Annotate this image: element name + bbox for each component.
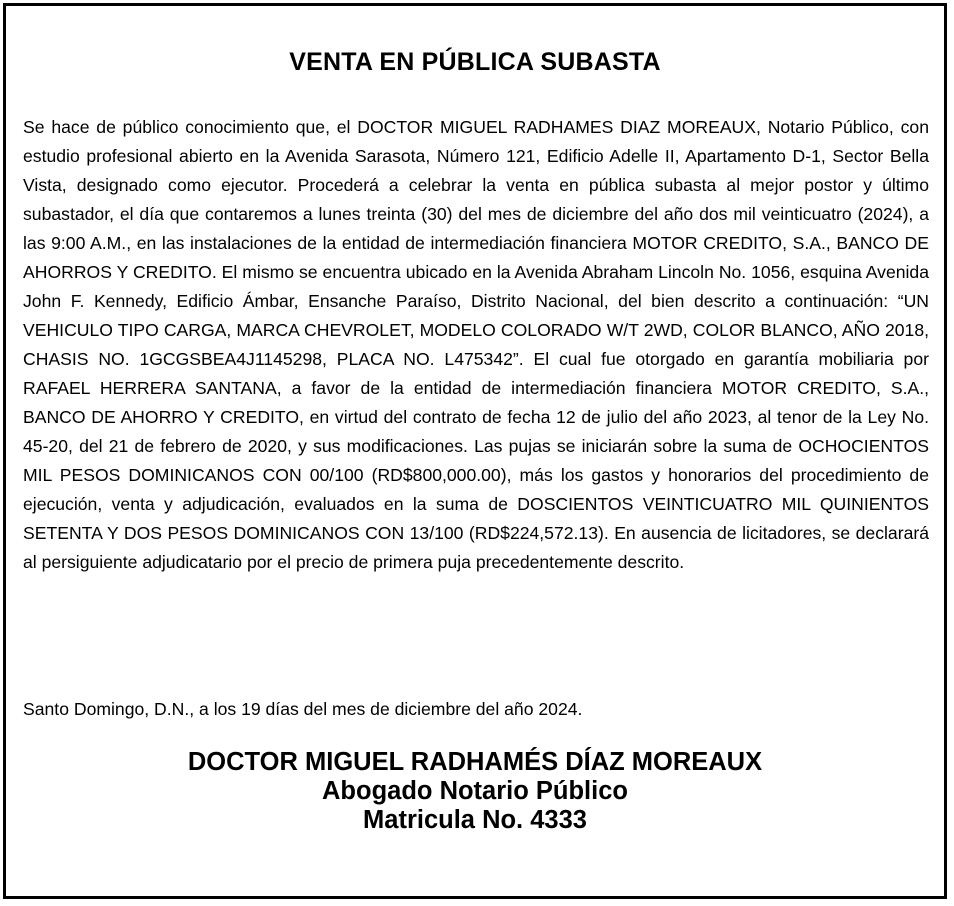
signatory-role: Abogado Notario Público [322,777,628,805]
signature-block [6,748,944,835]
notice-body: Se hace de público conocimiento que, el DOCTOR MIGUEL RADHAMES DIAZ MOREAUX, Notario Público, con estudio profesional abierto en la Avenida Sarasota, Número 121, Edificio Adelle II, Apartamento D-1, Sector Bella Vista, designado como ejecutor. Procederá a celebrar la venta en pública subasta al mejor postor y último subastador, el día que contaremos a lunes treinta (30) del mes de diciembre del año dos mil veinticuatro (2024), a las 9:00 A.M., en las instalaciones de la entidad de intermediación financiera MOTOR CREDITO, S.A., BANCO DE AHORROS Y CREDITO. El mismo se encuentra ubicado en la Avenida Abraham Lincoln No. 1056, esquina Avenida John F. Kennedy, Edificio Ámbar, Ensanche Paraíso, Distrito Nacional, del bien descrito a continuación: “UN VEHICULO TIPO CARGA, MARCA CHEVROLET, MODELO COLORADO W/T 2WD, COLOR BLANCO, AÑO 2018, CHASIS NO. 1GCGSBEA4J1145298, PLACA NO. L475342”. El cual fue otorgado en garantía mobiliaria por RAFAEL HERRERA SANTANA, a favor de la entidad de intermediación financiera MOTOR CREDITO, S.A., BANCO DE AHORRO Y CREDITO, en virtud del contrato de fecha 12 de julio del año 2023, al tenor de la Ley No. 45-20, del 21 de febrero de 2020, y sus modificaciones. Las pujas se iniciarán sobre la suma de OCHOCIENTOS MIL PESOS DOMINICANOS CON 00/100 (RD$800,000.00), más los gastos y honorarios del procedimiento de ejecución, venta y adjudicación, evaluados en la suma de DOSCIENTOS VEINTICUATRO MIL QUINIENTOS SETENTA Y DOS PESOS DOMINICANOS CON 13/100 (RD$224,572.13). En ausencia de licitadores, se declarará al persiguiente adjudicatario por el precio de primera puja precedentemente descrito. [23,117,929,572]
notice-box [3,3,947,899]
signatory-registration: Matricula No. 4333 [363,806,587,834]
notice-title: VENTA EN PÚBLICA SUBASTA [289,48,661,76]
signatory-name: DOCTOR MIGUEL RADHAMÉS DÍAZ MOREAUX [187,748,763,776]
notice-date-line: Santo Domingo, D.N., a los 19 días del mes de diciembre del año 2024. [23,699,583,719]
